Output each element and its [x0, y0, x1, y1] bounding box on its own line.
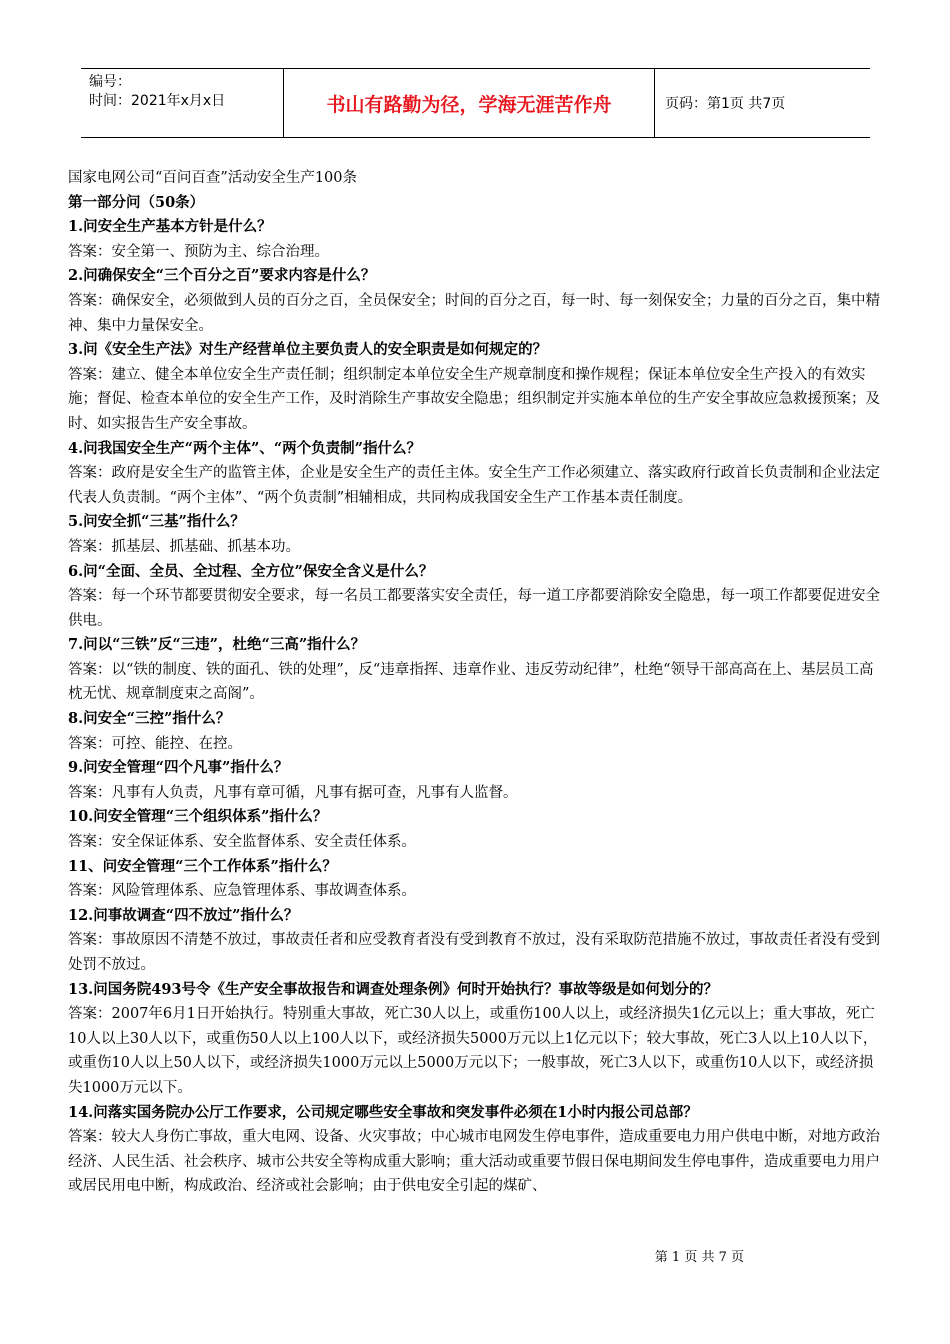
header-motto-cell: [283, 69, 655, 137]
time-label: 时间：2021年x月x日: [89, 93, 226, 109]
answer-text: 答案：建立、健全本单位安全生产责任制；组织制定本单位安全生产规章制度和操作规程；保证本单位安全生产投入的有效实施；督促、检查本单位的安全生产工作，及时消除生产事故安全隐患；组织制定并实施本单位的生产安全事故应急救援预案；及时、如实报告生产安全事故。: [68, 366, 880, 432]
answer-text: 答案：政府是安全生产的监管主体，企业是安全生产的责任主体。安全生产工作必须建立、落实政府行政首长负责制和企业法定代表人负责制。“两个主体”、“两个负责制”相辅相成，共同构成我国安全生产工作基本责任制度。: [68, 465, 880, 506]
question-text: 8.问安全“三控”指什么？: [68, 710, 231, 728]
answer-text: 答案：事故原因不清楚不放过，事故责任者和应受教育者没有受到教育不放过，没有采取防范措施不放过，事故责任者没有受到处罚不放过。: [68, 932, 880, 973]
answer-text: 答案：较大人身伤亡事故，重大电网、设备、火灾事故；中心城市电网发生停电事件，造成重要电力用户供电中断，对地方政治经济、人民生活、社会秩序、城市公共安全等构成重大影响；重大活动或重要节假日保电期间发生停电事件，造成重要电力用户或居民用电中断，构成政治、经济或社会影响；由于供电安全引起的煤矿、: [68, 1129, 880, 1195]
answer-text: 答案：抓基层、抓基础、抓基本功。: [68, 538, 300, 555]
document-title: 国家电网公司“百问百查”活动安全生产100条: [68, 170, 358, 186]
answer-text: 答案：风险管理体系、应急管理体系、事故调查体系。: [68, 883, 416, 900]
question-text: 11、问安全管理“三个工作体系”指什么？: [68, 857, 337, 875]
answer-text: 答案：每一个环节都要贯彻安全要求，每一名员工都要落实安全责任，每一道工序都要消除安全隐患，每一项工作都要促进安全供电。: [68, 588, 880, 629]
question-text: 14.问落实国务院办公厅工作要求，公司规定哪些安全事故和突发事件必须在1小时内报公司总部？: [68, 1103, 698, 1121]
answer-text: 答案：确保安全，必须做到人员的百分之百，全员保安全；时间的百分之百，每一时、每一刻保安全；力量的百分之百，集中精神、集中力量保安全。: [68, 292, 880, 334]
question-text: 5.问安全抓“三基”指什么？: [68, 513, 245, 531]
answer-text: 答案：以“铁的制度、铁的面孔、铁的处理”，反“违章指挥、违章作业、违反劳动纪律”，杜绝“领导干部高高在上、基层员工高枕无忧、规章制度束之高阁”。: [68, 661, 874, 703]
section-heading: 第一部分问（50条）: [68, 193, 205, 211]
header-table: [81, 68, 870, 138]
document-body: [68, 166, 883, 1199]
answer-text: 答案：安全第一、预防为主、综合治理。: [68, 243, 329, 260]
question-text: 2.问确保安全“三个百分之百”要求内容是什么？: [68, 267, 376, 285]
qa-list: [68, 215, 883, 1199]
question-text: 9.问安全管理“四个凡事”指什么？: [68, 759, 289, 777]
answer-text: 答案：可控、能控、在控。: [68, 735, 242, 752]
answer-text: 答案：2007年6月1日开始执行。特别重大事故，死亡30人以上，或重伤100人以上，或经济损失1亿元以上；重大事故，死亡10人以上30人以下，或重伤50人以上100人以下，或经济损失5000万元以上1亿元以下；较大事故，死亡3人以上10人以下，或重伤10人以上50人以下，或经济损失1000万元以上5000万元以下；一般事故，死亡3人以下，或重伤10人以下，或经济损失1000万元以下。: [68, 1006, 878, 1096]
header-meta: [81, 69, 283, 137]
question-text: 12.问事故调查“四不放过”指什么？: [68, 906, 299, 924]
question-text: 1.问安全生产基本方针是什么？: [68, 218, 272, 236]
motto-text: 书山有路勤为径，学海无涯苦作舟: [326, 93, 612, 116]
question-text: 6.问“全面、全员、全过程、全方位”保安全含义是什么？: [68, 562, 434, 580]
number-label: 编号：: [89, 74, 131, 90]
question-text: 7.问以“三铁”反“三违”，杜绝“三高”指什么？: [68, 636, 366, 654]
answer-text: 答案：凡事有人负责，凡事有章可循，凡事有据可查，凡事有人监督。: [68, 784, 518, 801]
header-page-info: [655, 69, 870, 137]
question-text: 13.问国务院493号令《生产安全事故报告和调查处理条例》何时开始执行？事故等级是如何划分的？: [68, 980, 718, 998]
page-footer: [0, 1246, 950, 1265]
answer-text: 答案：安全保证体系、安全监督体系、安全责任体系。: [68, 834, 416, 851]
question-text: 10.问安全管理“三个组织体系”指什么？: [68, 808, 328, 826]
footer-page-number: 第 1 页 共 7 页: [654, 1250, 744, 1265]
question-text: 3.问《安全生产法》对生产经营单位主要负责人的安全职责是如何规定的？: [68, 341, 548, 359]
page-info-text: 页码：第1页 共7页: [665, 96, 786, 112]
question-text: 4.问我国安全生产“两个主体”、“两个负责制”指什么？: [68, 439, 421, 457]
